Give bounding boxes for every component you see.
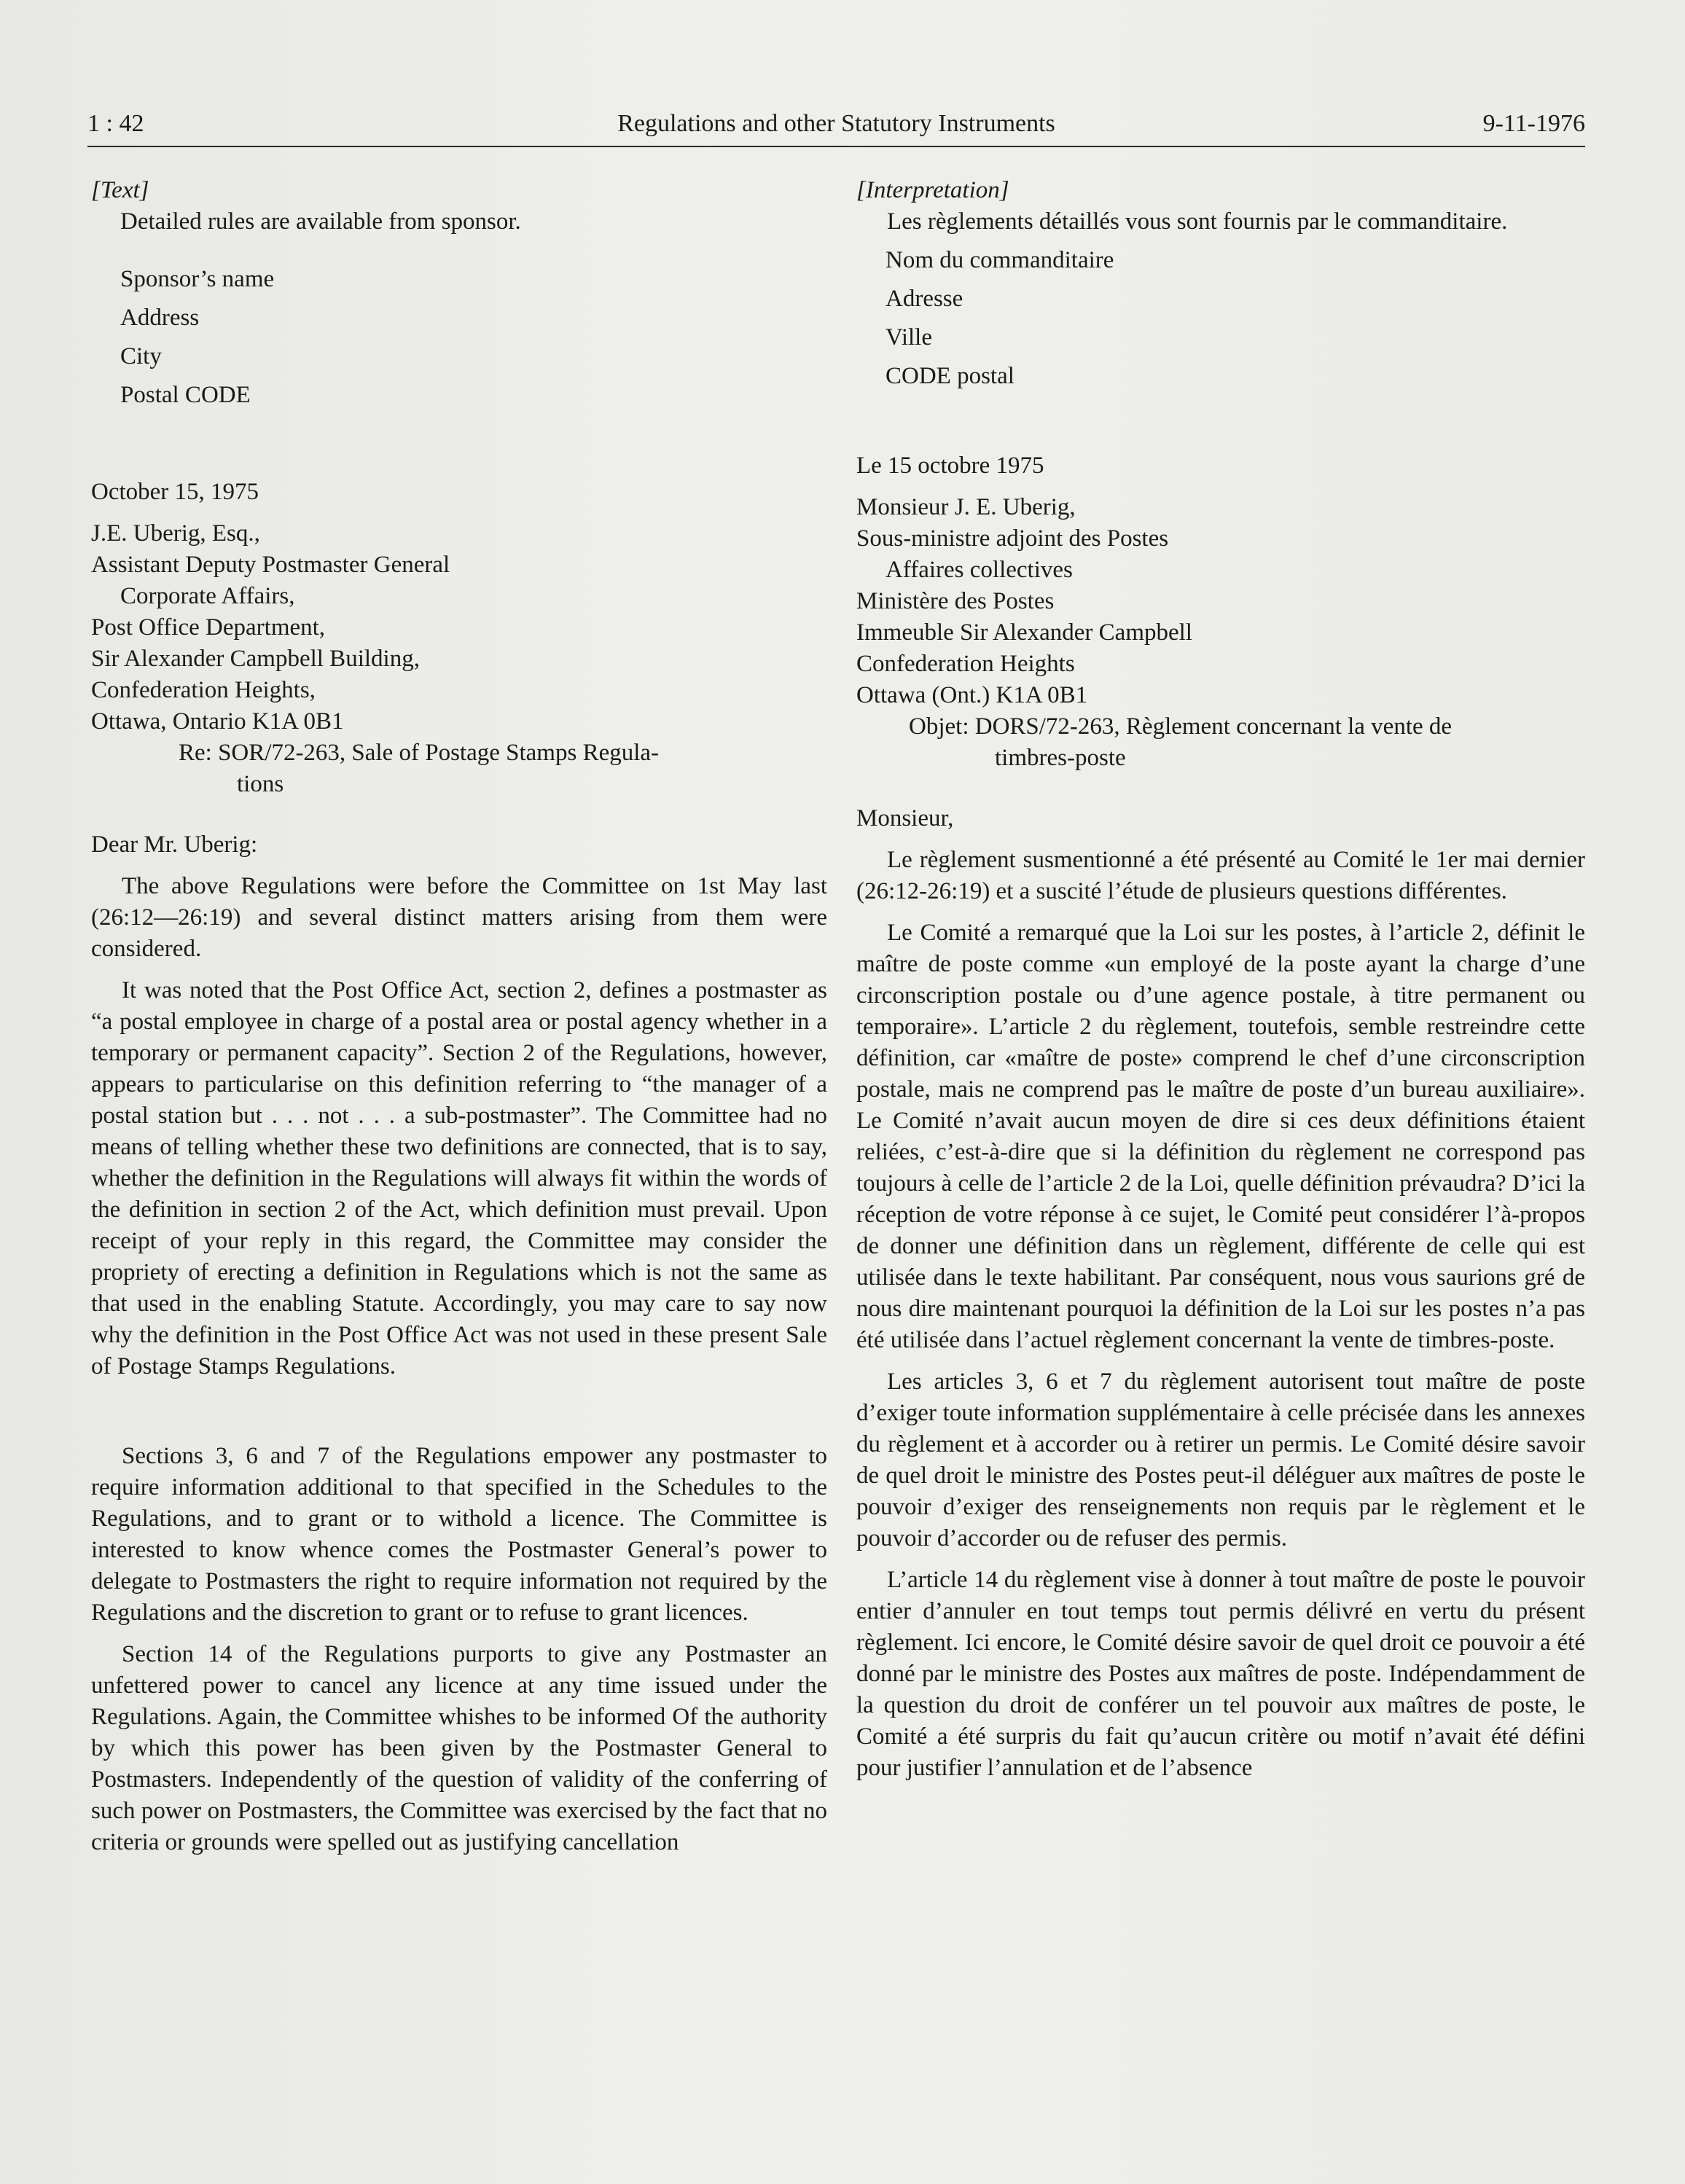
address-line: Adresse (885, 286, 963, 312)
body-paragraph: Sections 3, 6 and 7 of the Regulations empower any postmaster to require information additional to that specified in the Schedules to the Regulations, and to grant or to withold a licence. The Committee is interested to know whence comes the Postmaster General’s power to delegate to Postmasters the right to require information not required by the Regulations and the discretion to grant or to refuse to grant licences. (91, 1443, 827, 1626)
recipient-line: J.E. Uberig, Esq., (91, 520, 260, 547)
body-paragraph: L’article 14 du règlement vise à donner à tout maître de poste le pouvoir entier d’annuler en tout temps tout permis délivré en vertu du présent règlement. Ici encore, le Comité désire savoir de quel droit ce pouvoir a été donné par le ministre des Postes aux maîtres de poste. Indépendamment de la question du droit de conférer un tel pouvoir aux maîtres de poste, le Comité a été surpris du fait qu’aucun critère ou motif n’avait été défini pour justifier l’annulation et de l’absence (856, 1567, 1585, 1781)
letter-date: October 15, 1975 (91, 479, 259, 505)
section-label: [Text] (91, 177, 149, 203)
intro-text: Les règlements détaillés vous sont fournis par le commanditaire. (887, 208, 1508, 235)
french-column (856, 175, 1585, 1784)
salutation: Monsieur, (856, 805, 954, 831)
address-line: City (120, 343, 162, 369)
recipient-line: Monsieur J. E. Uberig, (856, 494, 1076, 520)
body-paragraph: Le Comité a remarqué que la Loi sur les postes, à l’article 2, définit le maître de poste comme «un employé de la poste ayant la charge d’une circonscription postale ou d’une agence postale, à titre permanent ou temporaire». L’article 2 du règlement, toutefois, semble restreindre cette définition, car «maître de poste» comprend le chef d’une circonscription postale, mais ne comprend pas le maître de poste d’un bureau auxiliaire». Le Comité n’avait aucun moyen de dire si ces deux définitions étaient reliées, c’est-à-dire que si la définition du règlement ne correspond pas toujours à celle de l’article 2 de la Loi, quelle définition prévaudra? D’ici la réception de votre réponse à ce sujet, le Comité peut considérer l’à-propos de donner une définition dans un règlement, différente de celle qui est utilisée dans le texte habilitant. Par conséquent, nous vous saurions gré de nous dire maintenant pourquoi la définition de la Loi sur les postes n’a pas été utilisée dans l’actuel règlement concernant la vente de timbres-poste. (856, 920, 1585, 1353)
address-line: Sponsor’s name (120, 266, 275, 292)
subject-line-cont: tions (237, 771, 284, 797)
address-line: Nom du commanditaire (885, 247, 1114, 273)
recipient-line: Ottawa (Ont.) K1A 0B1 (856, 682, 1088, 708)
body-paragraph: Le règlement susmentionné a été présenté au Comité le 1er mai dernier (26:12-26:19) et a suscité l’étude de plusieurs questions différentes. (856, 847, 1585, 904)
recipient-line: Ottawa, Ontario K1A 0B1 (91, 708, 344, 735)
recipient-line: Confederation Heights, (91, 677, 316, 703)
recipient-line: Assistant Deputy Postmaster General (91, 552, 450, 578)
recipient-line: Ministère des Postes (856, 588, 1055, 614)
publication-title: Regulations and other Statutory Instruments (617, 110, 1055, 137)
address-line: Postal CODE (120, 382, 251, 408)
body-paragraph: It was noted that the Post Office Act, section 2, defines a postmaster as “a postal employee in charge of a postal area or postal agency whether in a temporary or permanent capacity”. Section 2 of the Regulations, however, appears to particularise on this definition referring to “the manager of a postal station but . . . not . . . a sub-postmaster”. The Committee had no means of telling whether these two definitions are connected, that is to say, whether the definition in the Regulations will always fit within the words of the definition in section 2 of the Act, which definition must prevail. Upon receipt of your reply in this regard, the Committee may consider the propriety of erecting a definition in Regulations which is not the same as that used in the enabling Statute. Accordingly, you may care to say now why the definition in the Post Office Act was not used in these present Sale of Postage Stamps Regulations. (91, 977, 827, 1379)
recipient-line: Immeuble Sir Alexander Campbell (856, 619, 1192, 646)
body-paragraph: The above Regulations were before the Committee on 1st May last (26:12—26:19) and several distinct matters arising from them were considered. (91, 873, 827, 962)
address-line: Address (120, 305, 200, 331)
subject-line: Re: SOR/72-263, Sale of Postage Stamps Regula- (179, 740, 660, 766)
header-rule (87, 146, 1585, 147)
address-line: CODE postal (885, 363, 1014, 389)
page-number: 1 : 42 (87, 110, 144, 137)
recipient-line: Confederation Heights (856, 651, 1075, 677)
letter-date: Le 15 octobre 1975 (856, 453, 1044, 479)
salutation: Dear Mr. Uberig: (91, 831, 258, 858)
recipient-line: Sir Alexander Campbell Building, (91, 646, 420, 672)
recipient-line: Affaires collectives (885, 557, 1073, 583)
subject-line-cont: timbres-poste (995, 745, 1126, 771)
body-paragraph: Section 14 of the Regulations purports to give any Postmaster an unfettered power to cancel any licence at any time issued under the Regulations. Again, the Committee whishes to be informed Of the authority by which this power has been given by the Postmaster General to Postmasters. Independently of the question of validity of the conferring of such power on Postmasters, the Committee was exercised by the fact that no criteria or grounds were spelled out as justifying cancellation (91, 1641, 827, 1855)
recipient-line: Sous-ministre adjoint des Postes (856, 525, 1169, 552)
body-paragraph: Les articles 3, 6 et 7 du règlement autorisent tout maître de poste d’exiger toute information supplémentaire à celle précisée dans les annexes du règlement et à accorder ou à retirer un permis. Le Comité désire savoir de quel droit le ministre des Postes peut-il déléguer aux maîtres de poste le pouvoir d’exiger des renseignements non requis par le règlement et le pouvoir d’accorder ou de refuser des permis. (856, 1369, 1585, 1551)
recipient-line: Post Office Department, (91, 614, 326, 641)
issue-date: 9-11-1976 (1482, 110, 1585, 137)
english-column (91, 175, 827, 1858)
recipient-line: Corporate Affairs, (120, 583, 295, 609)
section-label: [Interpretation] (856, 177, 1009, 203)
subject-line: Objet: DORS/72-263, Règlement concernant la vente de (909, 713, 1453, 740)
address-line: Ville (885, 324, 933, 351)
intro-text: Detailed rules are available from sponsor. (120, 208, 521, 235)
page-header (87, 102, 1585, 146)
